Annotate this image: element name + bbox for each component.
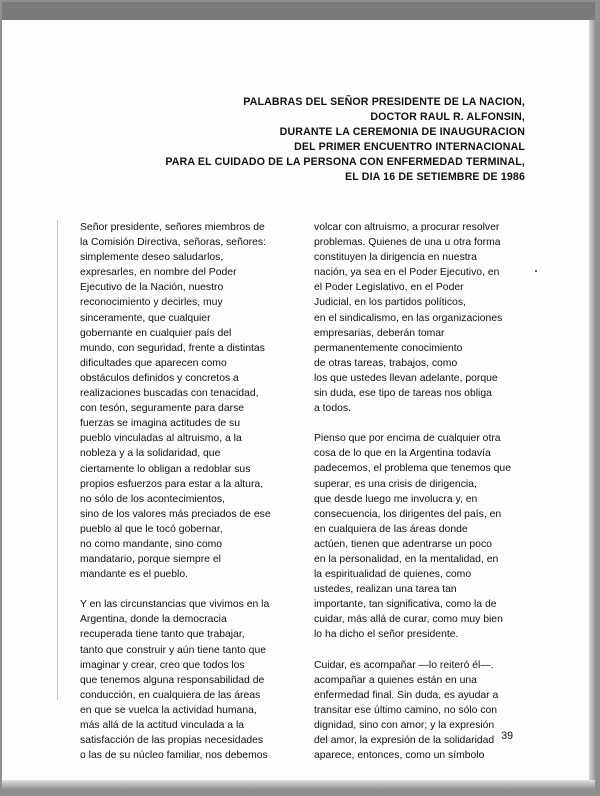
text-line: satisfacción de las propias necesidades — [80, 735, 264, 747]
text-line: que tenemos alguna responsabilidad de — [80, 674, 265, 686]
text-line: ustedes, realizan una tarea tan — [314, 584, 457, 596]
text-line: a todos. — [314, 403, 351, 415]
page-edge-shadow-bottom — [2, 780, 595, 790]
speech-heading — [105, 95, 525, 185]
text-line: en la personalidad, en la mentalidad, en — [314, 553, 499, 565]
text-line: no sólo de los acontecimientos, — [80, 493, 225, 505]
paragraph — [314, 431, 519, 642]
text-line: cuidar, más allá de curar, como muy bien — [314, 614, 503, 626]
binding-margin-line — [57, 220, 58, 700]
text-line: la Comisión Directiva, señoras, señores: — [80, 237, 266, 249]
text-line: conducción, en cualquiera de las áreas — [80, 689, 261, 701]
text-line: la espiritualidad de quienes, como — [314, 569, 472, 581]
heading-line: EL DIA 16 DE SETIEMBRE DE 1986 — [345, 171, 525, 183]
text-line: Cuidar, es acompañar —lo reiteró él—. — [314, 659, 494, 671]
text-line: dignidad, sino con amor; y la expresión — [314, 719, 495, 731]
text-line: superar, es una crisis de dirigencia, — [314, 478, 477, 490]
scan-speck — [535, 270, 537, 272]
heading-line: DEL PRIMER ENCUENTRO INTERNACIONAL — [294, 141, 525, 153]
text-line: nación, ya sea en el Poder Ejecutivo, en — [314, 267, 500, 279]
text-line: propios esfuerzos para estar a la altura, — [80, 478, 264, 490]
text-line: dificultades que aparecen como — [80, 357, 227, 369]
text-line: actúen, tienen que adentrarse un poco — [314, 538, 492, 550]
text-line: mandatario, porque siempre el — [80, 554, 221, 566]
text-line: más allá de la actitud vinculada a la — [80, 720, 245, 731]
text-line: sinceramente, que cualquier — [80, 312, 211, 324]
text-line: sin duda, ese tipo de tareas nos obliga — [314, 388, 492, 400]
text-line: gobernante en cualquier país del — [80, 327, 232, 339]
text-line: Ejecutivo de la Nación, nuestro — [80, 282, 224, 294]
text-line: enfermedad final. Sin duda, es ayudar a — [314, 689, 499, 701]
text-line: el Poder Legislativo, en el Poder — [314, 282, 464, 294]
text-line: permanentemente conocimiento — [314, 342, 463, 354]
text-line: importante, tan significativa, como la de — [314, 599, 497, 611]
text-line: que desde luego me involucra y, en — [314, 493, 478, 505]
heading-line: DURANTE LA CEREMONIA DE INAUGURACION — [279, 126, 525, 138]
text-line: reconocimiento y decirles, muy — [80, 297, 223, 309]
text-line: transitar ese último camino, no sólo con — [314, 704, 498, 716]
document-page — [2, 2, 595, 790]
text-line: del amor, la expresión de la solidaridad — [314, 735, 495, 746]
text-line: en cualquiera de las áreas donde — [314, 523, 468, 535]
text-line: aparece, entonces, como un símbolo — [314, 750, 485, 762]
text-line: mundo, con seguridad, frente a distintas — [80, 342, 265, 354]
text-line: Judicial, en los partidos políticos, — [314, 297, 466, 309]
text-line: de otras tareas, trabajos, como — [314, 357, 458, 369]
text-line: simplemente deseo saludarlos, — [80, 252, 224, 264]
heading-line: DOCTOR RAUL R. ALFONSIN, — [370, 111, 525, 123]
text-line: en que se vuelca la actividad humana, — [80, 704, 257, 716]
text-line: expresarles, en nombre del Poder — [80, 267, 237, 279]
text-line: los que ustedes llevan adelante, porque — [314, 372, 498, 384]
text-line: o las de su núcleo familiar, nos debemos — [80, 750, 268, 762]
text-line: fuerzas se imagina actitudes de su — [80, 418, 240, 430]
heading-line: PALABRAS DEL SEÑOR PRESIDENTE DE LA NACION, — [243, 96, 525, 108]
text-line: constituyen la dirigencia en nuestra — [314, 252, 477, 264]
text-line: empresarias, deberán tomar — [314, 327, 445, 339]
paragraph — [80, 220, 285, 582]
text-line: cosa de lo que en la Argentina todavía — [314, 448, 491, 460]
text-line: problemas. Quienes de una u otra forma — [314, 237, 501, 249]
text-line: imaginar y crear, creo que todos los — [80, 659, 245, 671]
paragraph — [80, 597, 285, 763]
text-line: tanto que construir y aún tiene tanto que — [80, 644, 267, 656]
text-line: pueblo vinculadas al altruismo, a la — [80, 433, 242, 445]
paragraph — [314, 658, 519, 764]
text-line: en el sindicalismo, en las organizaciones — [314, 312, 503, 324]
text-line: recuperada tiene tanto que trabajar, — [80, 629, 245, 641]
text-line: obstáculos definidos y concretos a — [80, 372, 239, 384]
text-line: Pienso que por encima de cualquier otra — [314, 433, 501, 445]
text-line: lo ha dicho el señor presidente. — [314, 629, 459, 641]
text-line: consecuencia, los dirigentes del país, en — [314, 508, 502, 520]
right-text-column — [314, 220, 519, 778]
text-line: con tesón, seguramente para darse — [80, 403, 245, 415]
text-line: Argentina, donde la democracia — [80, 614, 227, 626]
text-line: no como mandante, sino como — [80, 538, 223, 550]
text-line: padecemos, el problema que tenemos que — [314, 463, 511, 475]
text-line: realizaciones buscadas con tenacidad, — [80, 388, 259, 400]
page-edge-shadow-right — [589, 20, 595, 790]
text-line: sino de los valores más preciados de ese — [80, 508, 271, 520]
heading-line: PARA EL CUIDADO DE LA PERSONA CON ENFERMEDAD TERMINAL, — [165, 156, 525, 168]
text-line: Y en las circunstancias que vivimos en la — [80, 599, 270, 611]
paragraph — [314, 220, 519, 416]
text-line: volcar con altruismo, a procurar resolver — [314, 222, 500, 233]
text-line: mandante es el pueblo. — [80, 569, 189, 581]
text-line: acompañar a quienes están en una — [314, 674, 477, 686]
text-line: nobleza y a la solidaridad, que — [80, 448, 221, 460]
left-text-column — [80, 220, 285, 778]
text-line: Señor presidente, señores miembros de — [80, 222, 265, 233]
text-line: pueblo al que le tocó gobernar, — [80, 523, 223, 535]
text-line: ciertamente lo obligan a redoblar sus — [80, 463, 251, 475]
page-number: 39 — [501, 730, 513, 742]
